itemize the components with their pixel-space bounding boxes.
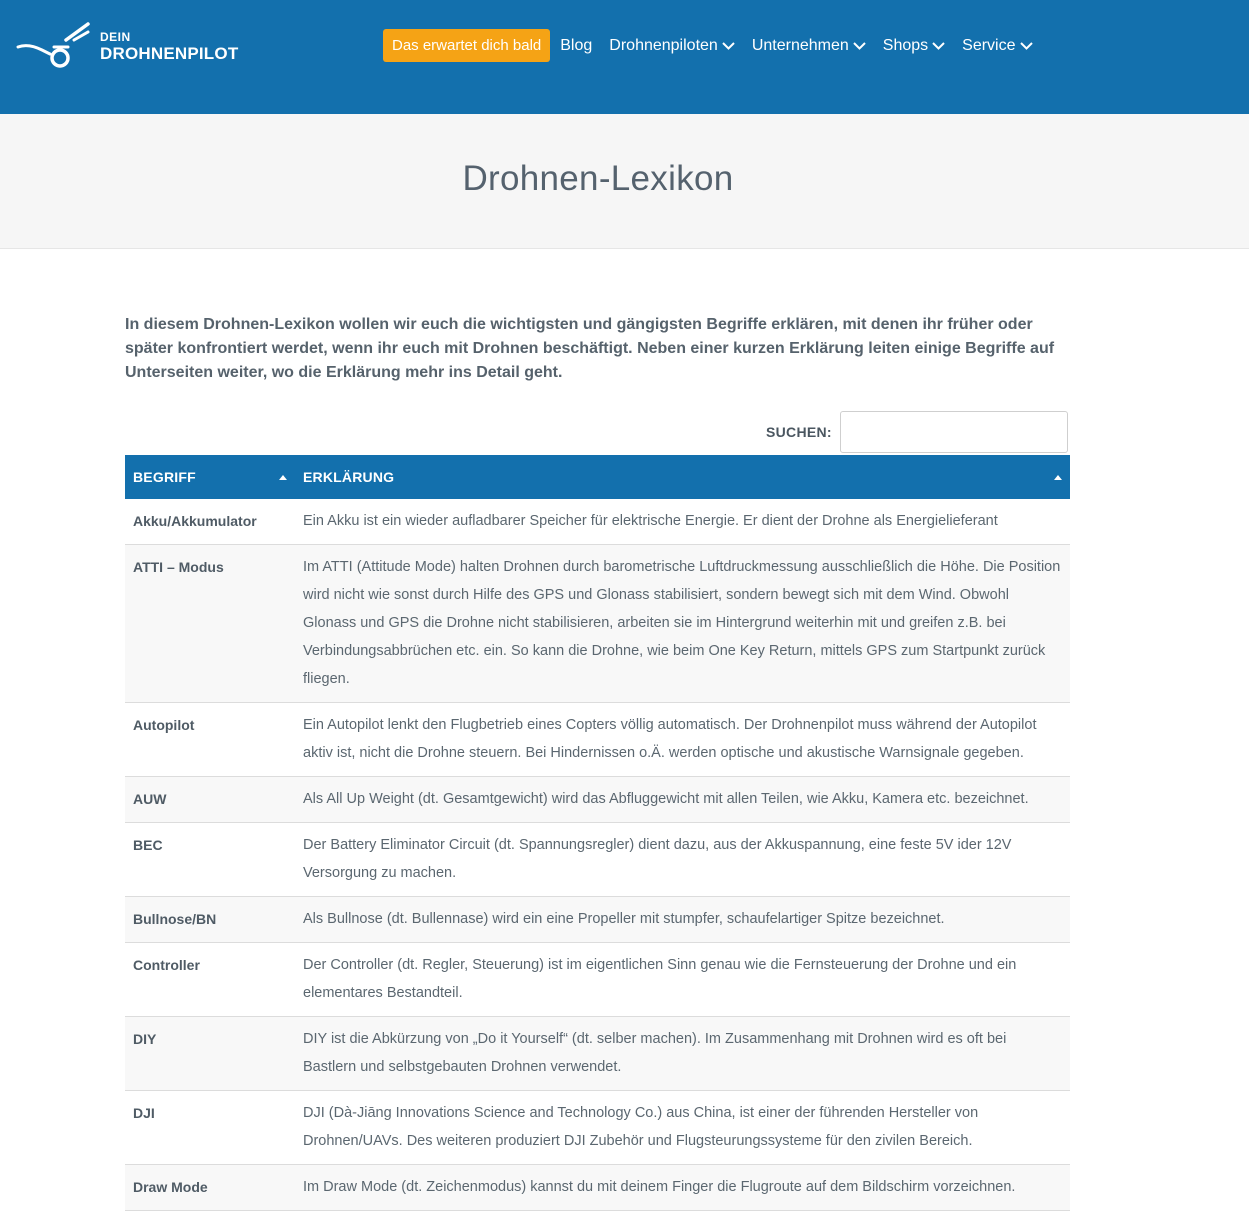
sort-asc-icon	[279, 475, 287, 480]
term-cell: AUW	[125, 777, 295, 823]
main-nav	[383, 29, 1033, 62]
term-cell: Controller	[125, 943, 295, 1017]
chevron-down-icon	[1020, 42, 1033, 50]
term-cell: DIY	[125, 1017, 295, 1091]
lexicon-table	[125, 455, 1070, 1211]
nav-item-shops[interactable]: Shops	[883, 37, 945, 55]
definition-cell: DJI (Dà-Jiāng Innovations Science and Technology Co.) aus China, ist einer der führenden Hersteller von Drohnen/UAVs. Des weiteren produziert DJI Zubehör und Flugsteurungssysteme für den zivilen Bereich.	[295, 1091, 1070, 1165]
term-cell: DJI	[125, 1091, 295, 1165]
term-cell: Akku/Akkumulator	[125, 499, 295, 545]
sort-asc-icon	[1054, 475, 1062, 480]
definition-cell: Der Battery Eliminator Circuit (dt. Spannungsregler) dient dazu, aus der Akkuspannung, eine feste 5V ider 12V Versorgung zu machen.	[295, 823, 1070, 897]
nav-item-blog[interactable]: Blog	[560, 36, 593, 54]
term-cell: Autopilot	[125, 703, 295, 777]
logo-line1: DEIN	[100, 29, 131, 44]
site-header	[0, 0, 1249, 114]
definition-cell: Im ATTI (Attitude Mode) halten Drohnen durch barometrische Luftdruckmessung ausschließlich die Höhe. Die Position wird nicht wie sonst durch Hilfe des GPS und Glonass stabilisiert, sondern bewegt sich mit dem Wind. Obwohl Glonass und GPS die Drohne nicht stabilisieren, arbeiten sie im Hintergrund weiterhin mit und greifen z.B. bei Verbindungsabbrüchen etc. ein. So kann die Drohne, wie beim One Key Return, mittels GPS zum Startpunkt zurück fliegen.	[295, 545, 1070, 703]
page-title: Drohnen-Lexikon	[462, 159, 734, 198]
definition-cell: DIY ist die Abkürzung von „Do it Yourself“ (dt. selber machen). Im Zusammenhang mit Drohnen wird es oft bei Bastlern und selbstgebauten Drohnen verwendet.	[295, 1017, 1070, 1091]
nav-item-drohnenpiloten[interactable]: Drohnenpiloten	[609, 37, 735, 55]
table-row	[125, 777, 1070, 823]
definition-cell: Im Draw Mode (dt. Zeichenmodus) kannst du mit deinem Finger die Flugroute auf dem Bildschirm vorzeichnen.	[295, 1165, 1070, 1211]
drone-logo-icon	[16, 20, 94, 72]
chevron-down-icon	[722, 42, 735, 50]
definition-cell: Ein Autopilot lenkt den Flugbetrieb eines Copters völlig automatisch. Der Drohnenpilot muss während der Autopilot aktiv ist, nicht die Drohne steuern. Bei Hindernissen o.Ä. werden optische und akustische Warnsignale gegeben.	[295, 703, 1070, 777]
logo-line2: DROHNENPILOT	[100, 43, 239, 63]
search-input[interactable]	[840, 411, 1068, 453]
term-cell: Bullnose/BN	[125, 897, 295, 943]
term-cell: ATTI – Modus	[125, 545, 295, 703]
site-logo[interactable]	[16, 20, 238, 72]
table-row	[125, 897, 1070, 943]
definition-cell: Der Controller (dt. Regler, Steuerung) ist im eigentlichen Sinn genau wie die Fernsteuerung der Drohne und ein elementares Bestandteil.	[295, 943, 1070, 1017]
title-band	[0, 114, 1249, 249]
table-row	[125, 1017, 1070, 1091]
table-row	[125, 943, 1070, 1017]
nav-cta-button[interactable]: Das erwartet dich bald	[383, 29, 550, 62]
column-header-begriff[interactable]: BEGRIFF	[125, 455, 295, 499]
nav-item-unternehmen[interactable]: Unternehmen	[752, 37, 866, 55]
search-label: SUCHEN:	[766, 424, 832, 440]
table-row	[125, 499, 1070, 545]
table-row	[125, 1091, 1070, 1165]
definition-cell: Als All Up Weight (dt. Gesamtgewicht) wird das Abfluggewicht mit allen Teilen, wie Akku, Kamera etc. bezeichnet.	[295, 777, 1070, 823]
chevron-down-icon	[853, 42, 866, 50]
chevron-down-icon	[932, 42, 945, 50]
table-row	[125, 823, 1070, 897]
table-row	[125, 545, 1070, 703]
definition-cell: Als Bullnose (dt. Bullennase) wird ein eine Propeller mit stumpfer, schaufelartiger Spitze bezeichnet.	[295, 897, 1070, 943]
term-cell: BEC	[125, 823, 295, 897]
column-header-erklaerung[interactable]: ERKLÄRUNG	[295, 455, 1070, 499]
definition-cell: Ein Akku ist ein wieder aufladbarer Speicher für elektrische Energie. Er dient der Drohne als Energielieferant	[295, 499, 1070, 545]
table-row	[125, 703, 1070, 777]
term-cell: Draw Mode	[125, 1165, 295, 1211]
nav-item-service[interactable]: Service	[962, 37, 1032, 55]
intro-text: In diesem Drohnen-Lexikon wollen wir euch die wichtigsten und gängigsten Begriffe erklären, mit denen ihr früher oder später konfrontiert werdet, wenn ihr euch mit Drohnen beschäftigt. Neben einer kurzen Erklärung leiten einige Begriffe auf Unterseiten weiter, wo die Erklärung mehr ins Detail geht.	[125, 316, 1055, 381]
table-row	[125, 1165, 1070, 1211]
